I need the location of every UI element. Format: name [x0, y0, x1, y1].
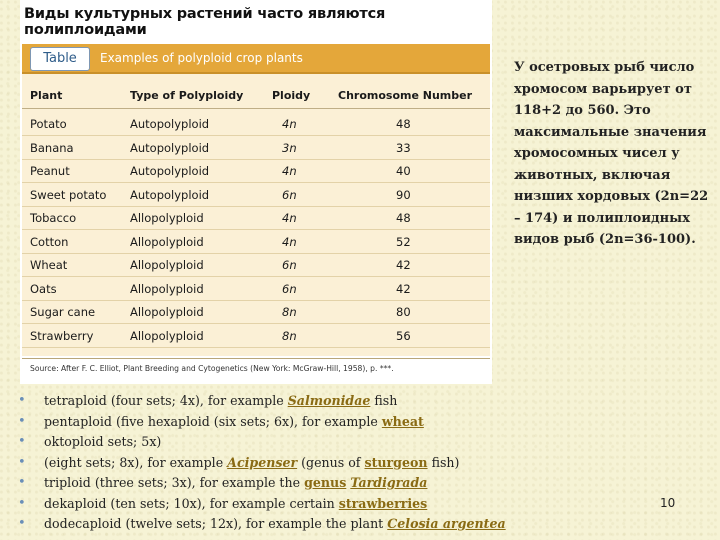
row-divider — [22, 182, 490, 183]
cell-chromosome-number: 56 — [396, 328, 411, 343]
cell-ploidy: 6n — [282, 281, 297, 296]
cell-ploidy: 4n — [282, 164, 297, 178]
table-number-tag: Table — [30, 47, 90, 71]
item-link[interactable]: Salmonidae — [287, 393, 371, 408]
cell-ploidy: 3n — [282, 140, 297, 155]
polyploid-table — [22, 74, 490, 356]
column-header-plant: Plant — [30, 89, 63, 102]
item-text: tetraploid (four sets; 4x), for example — [44, 393, 288, 408]
polyploidy-examples-list — [18, 393, 638, 537]
cell-chromosome-number: 48 — [396, 117, 411, 131]
page-number: 10 — [660, 496, 676, 510]
cell-type: Allopolyploid — [130, 305, 204, 319]
cell-chromosome-number: 48 — [396, 211, 411, 225]
list-item — [18, 434, 638, 455]
cell-ploidy: 4n — [282, 117, 297, 131]
cell-type: Allopolyploid — [130, 234, 204, 249]
item-text: fish — [370, 393, 398, 408]
cell-chromosome-number: 52 — [396, 234, 411, 249]
table-row — [22, 279, 490, 301]
cell-ploidy: 8n — [282, 328, 297, 343]
column-header-chromosome-number: Chromosome Number — [338, 89, 473, 102]
row-divider — [22, 347, 490, 348]
list-item — [18, 516, 638, 537]
header-divider — [22, 108, 490, 109]
row-divider — [22, 135, 490, 136]
list-item — [18, 496, 638, 517]
item-link[interactable]: Acipenser — [227, 454, 298, 470]
sturgeon-chromosome-note: У осетровых рыб число хромосом варьирует от 118+2 до 560. Это максимальные значения хромосомных чисел у животных, включая низших хордовых (2n=22 – 174) и полиплоидных видов рыб (2n=36-100). — [514, 60, 709, 247]
row-divider — [22, 229, 490, 230]
row-divider — [22, 300, 490, 301]
table-source-note: Source: After F. C. Elliot, Plant Breeding and Cytogenetics (New York: McGraw-Hill, 1958), p. ***. — [22, 358, 490, 380]
table-row — [22, 255, 490, 277]
cell-chromosome-number: 90 — [396, 187, 411, 202]
cell-plant: Sweet potato — [30, 187, 107, 202]
column-header-ploidy: Ploidy — [272, 89, 311, 102]
row-divider — [22, 206, 490, 207]
table-title: Examples of polyploid crop plants — [100, 51, 303, 65]
item-link[interactable]: strawberries — [338, 495, 428, 511]
list-item — [18, 475, 638, 496]
item-link[interactable]: genus — [304, 475, 347, 490]
cell-chromosome-number: 42 — [396, 281, 411, 296]
item-link[interactable]: Tardigrada — [350, 475, 428, 490]
table-row — [22, 114, 490, 136]
bullet-icon: • — [18, 454, 26, 470]
item-text: triploid (three sets; 3x), for example the — [44, 475, 305, 490]
table-row — [22, 208, 490, 230]
bullet-icon: • — [18, 475, 26, 490]
item-text: (genus of — [297, 454, 365, 470]
cell-plant: Peanut — [30, 164, 70, 178]
cell-plant: Potato — [30, 117, 67, 131]
item-text: dekaploid (ten sets; 10x), for example certain — [44, 495, 339, 511]
slide-heading: Виды культурных растений часто являются полиплоидами — [24, 6, 386, 38]
bullet-icon: • — [18, 413, 26, 429]
column-header-type: Type of Polyploidy — [130, 89, 244, 102]
cell-type: Autopolyploid — [130, 140, 210, 155]
table-row — [22, 185, 490, 207]
cell-chromosome-number: 33 — [396, 140, 411, 155]
list-item — [18, 393, 638, 414]
cell-type: Allopolyploid — [130, 328, 204, 343]
list-item — [18, 455, 638, 476]
row-divider — [22, 159, 490, 160]
cell-type: Autopolyploid — [130, 117, 210, 131]
item-text: (eight sets; 8x), for example — [44, 454, 228, 470]
cell-type: Allopolyploid — [130, 211, 204, 225]
table-row — [22, 302, 490, 324]
cell-ploidy: 4n — [282, 234, 297, 249]
table-banner — [22, 44, 490, 74]
cell-ploidy: 6n — [282, 187, 297, 202]
cell-type: Allopolyploid — [130, 258, 204, 272]
bullet-icon: • — [18, 516, 26, 531]
cell-plant: Strawberry — [30, 328, 94, 343]
cell-type: Autopolyploid — [130, 164, 210, 178]
table-row — [22, 232, 490, 254]
cell-chromosome-number: 80 — [396, 305, 411, 319]
cell-ploidy: 4n — [282, 211, 297, 225]
table-row — [22, 161, 490, 183]
item-link[interactable]: wheat — [381, 413, 424, 429]
cell-chromosome-number: 40 — [396, 164, 411, 178]
cell-plant: Cotton — [30, 234, 69, 249]
cell-ploidy: 6n — [282, 258, 297, 272]
cell-plant: Banana — [30, 140, 74, 155]
table-row — [22, 326, 490, 348]
row-divider — [22, 253, 490, 254]
cell-type: Autopolyploid — [130, 187, 210, 202]
row-divider — [22, 276, 490, 277]
cell-plant: Sugar cane — [30, 305, 96, 319]
row-divider — [22, 323, 490, 324]
bullet-icon: • — [18, 495, 26, 511]
cell-plant: Wheat — [30, 258, 68, 272]
item-text: dodecaploid (twelve sets; 12x), for example the plant — [44, 516, 388, 531]
table-header-row — [22, 86, 490, 108]
item-text: fish) — [427, 454, 460, 470]
item-link[interactable]: sturgeon — [364, 454, 428, 470]
item-text: oktoploid sets; 5x) — [44, 434, 162, 449]
table-row — [22, 138, 490, 160]
item-link[interactable]: Celosia argentea — [387, 516, 506, 531]
cell-plant: Tobacco — [30, 211, 77, 225]
cell-type: Allopolyploid — [130, 281, 204, 296]
item-text: pentaploid (five hexaploid (six sets; 6x), for example — [44, 413, 382, 429]
bullet-icon: • — [18, 393, 26, 408]
cell-plant: Oats — [30, 281, 57, 296]
bullet-icon: • — [18, 434, 26, 449]
cell-chromosome-number: 42 — [396, 258, 411, 272]
cell-ploidy: 8n — [282, 305, 297, 319]
list-item — [18, 414, 638, 435]
textbook-figure — [20, 0, 492, 384]
